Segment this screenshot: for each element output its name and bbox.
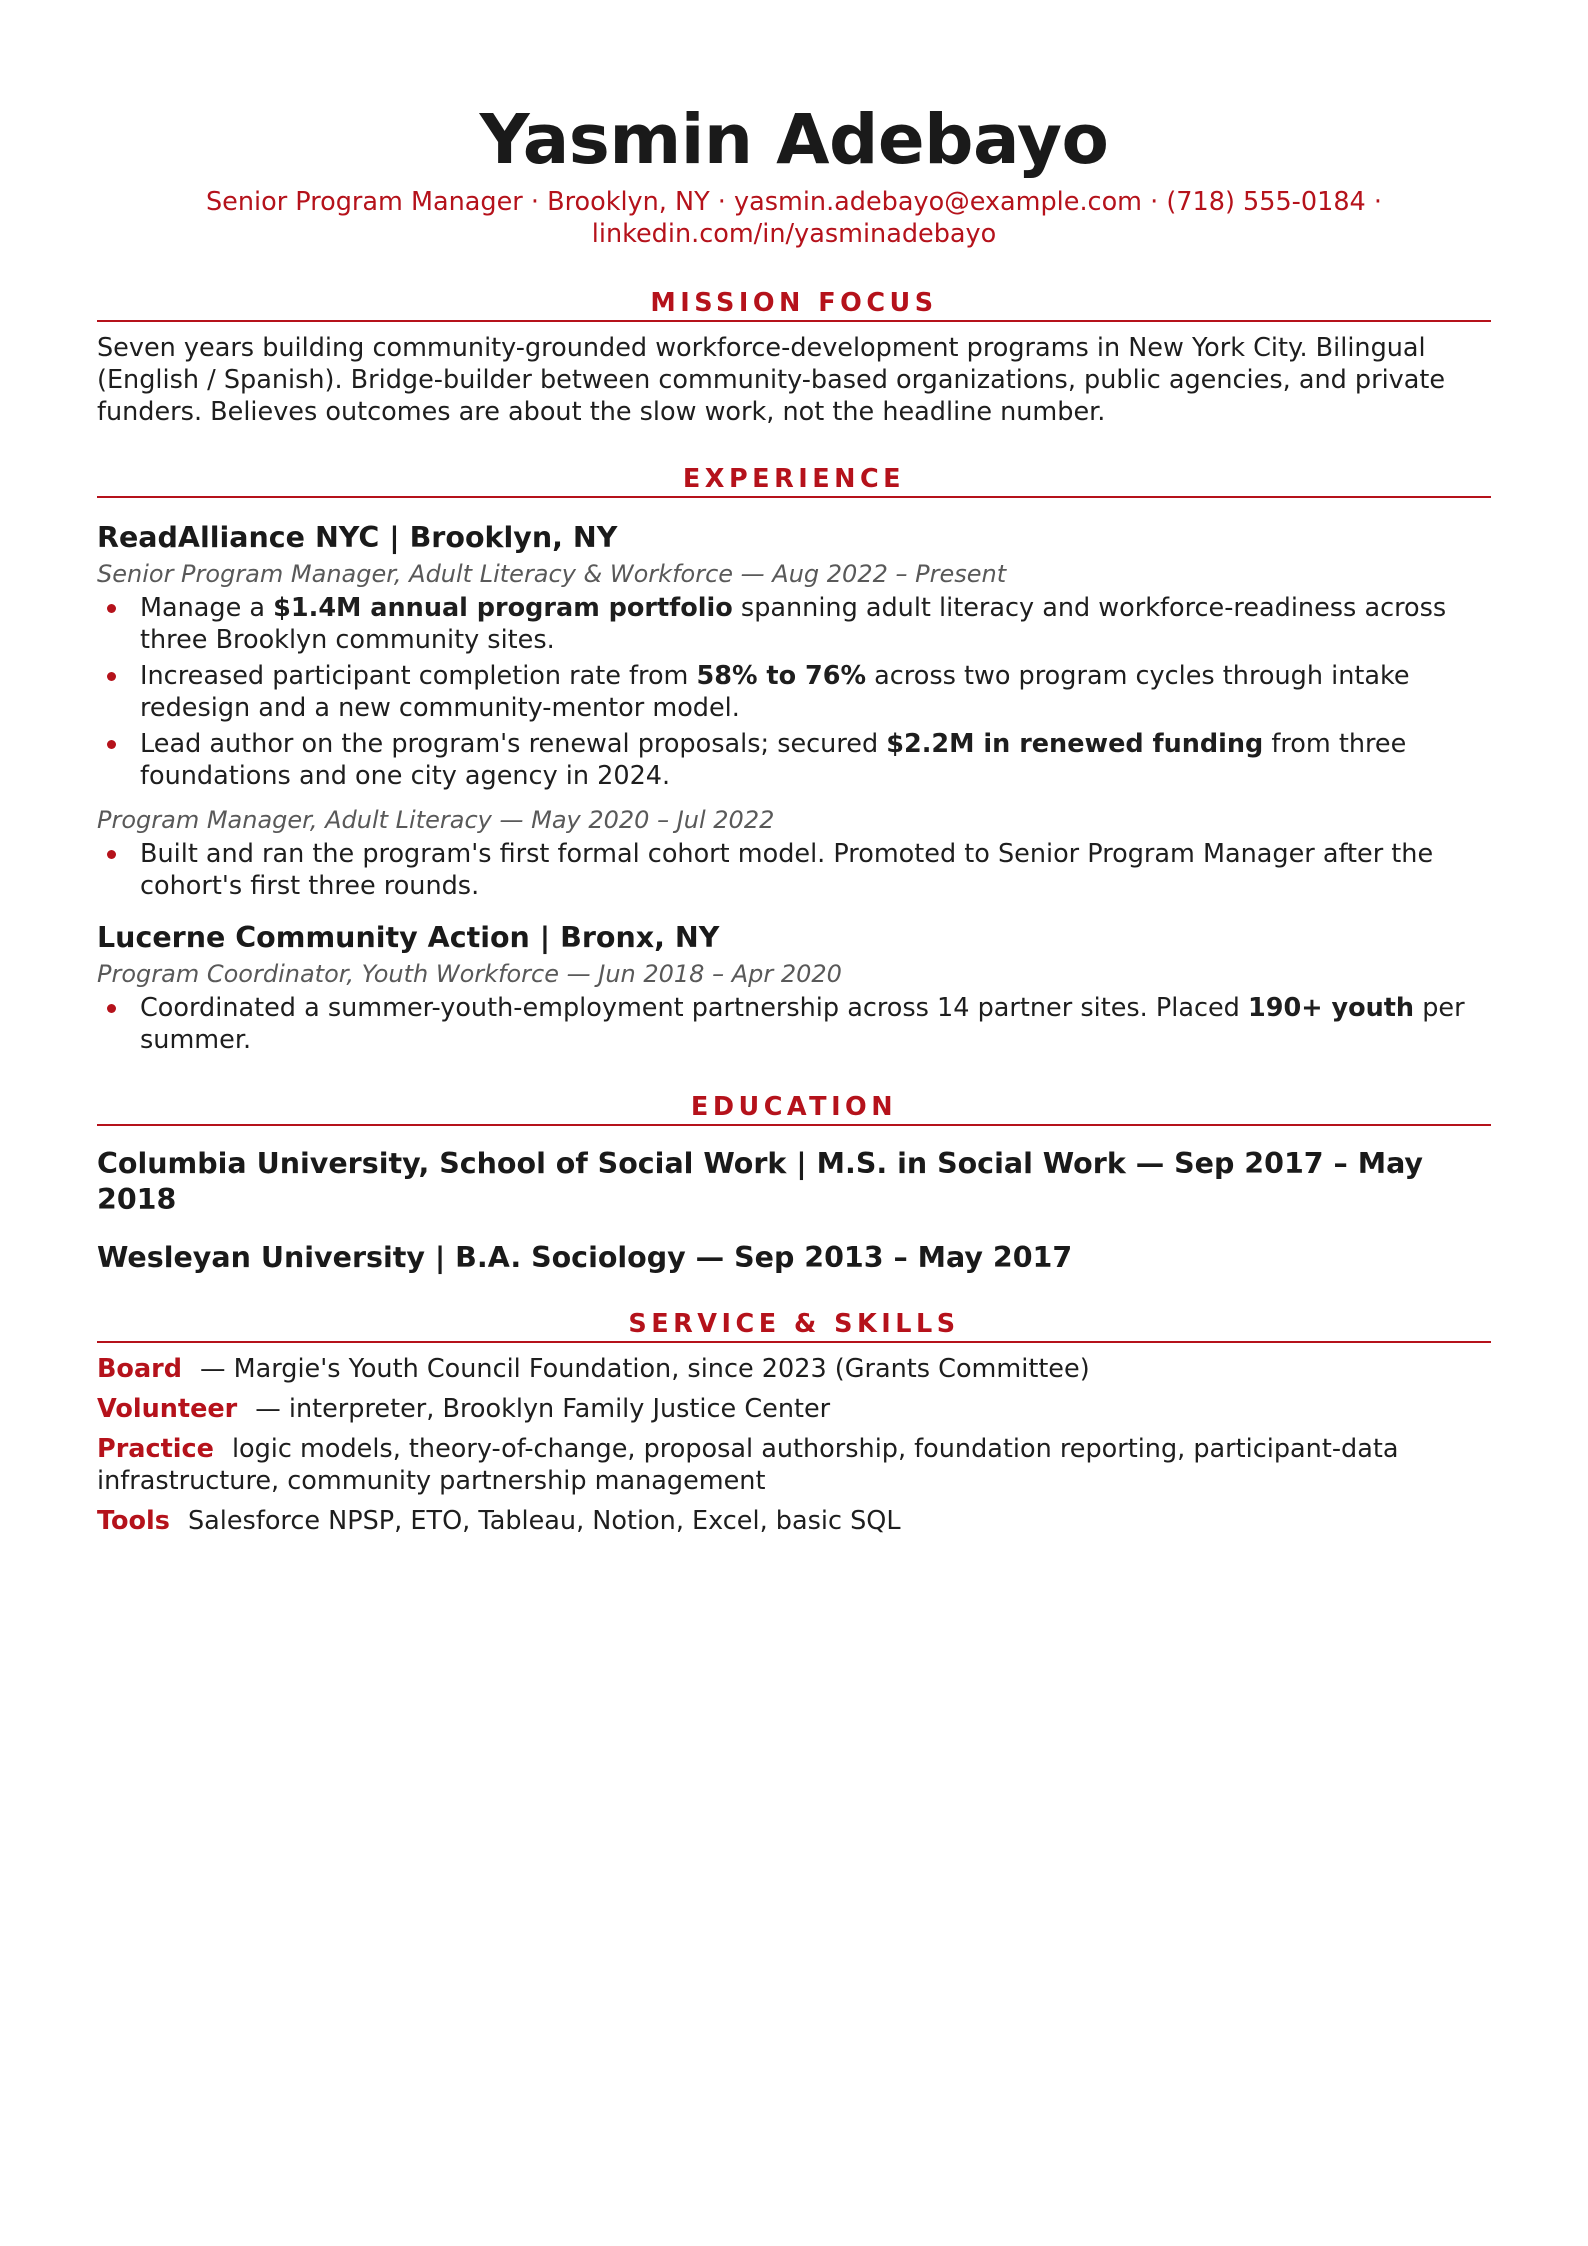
bullet-text: across two program cycles through intake redesign and a new community-mentor model. [140,661,1410,723]
candidate-name: Yasmin Adebayo [479,100,1109,180]
bullet-item [97,728,1491,792]
bullet-icon [107,850,116,859]
bullet-text: Increased participant completion rate from [140,661,697,691]
bullet-icon [107,604,116,613]
job-organization: Lucerne Community Action | Bronx, NY [97,921,720,954]
contact-line-1: Senior Program Manager · Brooklyn, NY · yasmin.adebayo@example.com · (718) 555-0184 · [205,187,1382,217]
bullet-highlight: $1.4M annual program portfolio [273,593,733,623]
bullet-item [97,660,1491,724]
bullet-text: Coordinated a summer-youth-employment partnership across 14 partner sites. Placed [140,993,1248,1023]
skill-text: — Margie's Youth Council Foundation, since 2023 (Grants Committee) [200,1354,1090,1384]
skill-text: logic models, theory-of-change, proposal authorship, foundation reporting, participant-data infrastructure, community partnership management [97,1434,1399,1496]
skill-row-volunteer [97,1393,1491,1425]
bullet-text: from three foundations and one city agency in 2024. [140,729,1407,791]
job-bullets [97,838,1491,902]
experience-section-title: EXPERIENCE [97,464,1491,498]
bullet-item [97,838,1491,902]
bullet-icon [107,1004,116,1013]
education-section-title: EDUCATION [97,1092,1491,1126]
mission-text: Seven years building community-grounded workforce-development programs in New York City. Bilingual (English / Spanish). Bridge-builder between community-based organizations, public agencies, and private funders. Believes outcomes are about the slow work, not the headline number. [97,333,1446,427]
job-role: Senior Program Manager, Adult Literacy & Workforce — Aug 2022 – Present [97,560,1007,588]
bullet-text: Lead author on the program's renewal proposals; secured [140,729,887,759]
bullet-highlight: 58% to 76% [696,661,867,691]
skill-row-board [97,1353,1491,1385]
bullet-highlight: $2.2M in renewed funding [886,729,1264,759]
job-role: Program Coordinator, Youth Workforce — Jun 2018 – Apr 2020 [97,960,842,988]
bullet-text: Manage a [140,593,274,623]
bullet-highlight: 190+ youth [1247,993,1415,1023]
skill-label: Board [97,1354,182,1384]
job-entry [97,920,1491,1056]
education-entry: Wesleyan University | B.A. Sociology — Sep 2013 – May 2017 [97,1241,1073,1274]
skill-label: Practice [97,1434,214,1464]
skills-section-title: SERVICE & SKILLS [97,1309,1491,1343]
contact-info [97,186,1491,250]
bullet-text: per summer. [140,993,1465,1055]
skill-row-practice [97,1433,1491,1497]
skill-row-tools [97,1505,1491,1537]
bullet-item [97,592,1491,656]
mission-section-title: MISSION FOCUS [97,288,1491,322]
skill-label: Tools [97,1506,170,1536]
job-bullets [97,992,1491,1056]
contact-line-2: linkedin.com/in/yasminadebayo [591,219,997,249]
skill-text: — interpreter, Brooklyn Family Justice Center [255,1394,831,1424]
bullet-icon [107,740,116,749]
bullet-text: Built and ran the program's first formal cohort model. Promoted to Senior Program Manager after the cohort's first three rounds. [140,839,1434,901]
job-bullets [97,592,1491,792]
skill-label: Volunteer [97,1394,238,1424]
job-entry [97,520,1491,902]
education-entry: Columbia University, School of Social Work | M.S. in Social Work — Sep 2017 – May 2018 [97,1147,1424,1216]
bullet-text: spanning adult literacy and workforce-readiness across three Brooklyn community sites. [140,593,1447,655]
skill-text: Salesforce NPSP, ETO, Tableau, Notion, Excel, basic SQL [187,1506,901,1536]
job-role: Program Manager, Adult Literacy — May 2020 – Jul 2022 [97,806,775,834]
bullet-icon [107,672,116,681]
bullet-item [97,992,1491,1056]
job-organization: ReadAlliance NYC | Brooklyn, NY [97,521,618,554]
